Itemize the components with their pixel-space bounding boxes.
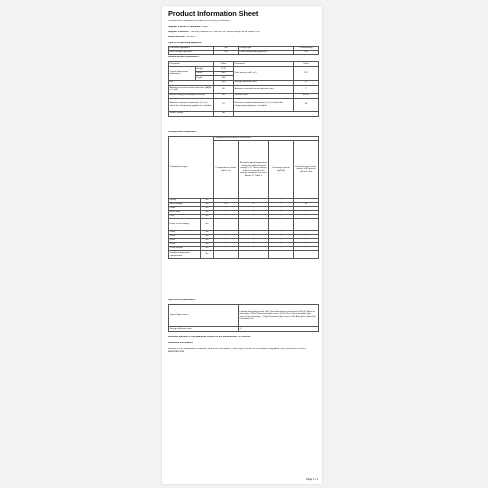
cell: - [269,203,294,207]
header-cell: Parameter [234,62,294,67]
page-number: Page 1 / 1 [306,478,318,481]
cell: - [294,207,319,211]
column-header: Defrosting type (auto-defrost = A, manual defrost = M) [294,141,319,199]
compartment-name: Cellar [169,207,201,211]
cell: - [239,251,269,259]
cell: Energy efficiency class [234,80,294,85]
cell: - [239,215,269,219]
table-row [169,98,319,111]
group-header: Compartment parameters and values [214,137,319,141]
cell: Energy efficiency class [169,327,239,332]
cell: 38 [294,98,319,111]
cell: 600 [214,71,234,76]
regulation-reference: COMMISSION DELEGATED REGULATION (EU) 2019/2016 [168,20,230,22]
cell: - [294,235,319,239]
cell: No [201,219,214,231]
cell: - [294,231,319,235]
cell: 10 [214,98,234,111]
cell: Climate class: [234,93,294,98]
cell: No [201,239,214,243]
cell: A [294,203,319,207]
cell: - [214,251,239,259]
cell: - [269,207,294,211]
appliance-type-heading: Type of refrigerating appliance: [168,42,203,44]
compartment-name: Variable temperature compartment [169,251,201,259]
cell: 187 [214,203,239,207]
cell: - [294,247,319,251]
cell: Other refrigerating appliance [239,51,294,55]
compartment-name: 2-star [169,235,201,239]
table-row [169,51,319,55]
cell: No [201,247,214,251]
table-row [169,305,319,327]
cell: No [201,203,214,207]
cell: - [239,211,269,215]
cell: Lighting technology used: LED; Non-directional or directional: NDLS; Mains or non-mains: MLS; Connected light source (CLS): No; Colour-tuneable light source: No; Envelope: -; High luminance light source: No; Anti-glare shield: No; Dimmable: No [239,305,319,327]
cell: No [201,199,214,203]
cell: - [269,199,294,203]
cell: - [294,199,319,203]
cell: - [239,239,269,243]
cell: 12 [239,203,269,207]
cell: EEI [169,80,214,85]
table-row [169,327,319,332]
cell: - [214,199,239,203]
appliance-type-table [168,46,319,55]
cell [234,111,319,116]
model-label: Model identifier: [168,36,186,38]
cell: Maximum ambient temperature (°C), for which the refrigerating appliance is suitable [234,98,294,111]
table-row [169,111,319,116]
cell: No [214,111,234,116]
cell: Design type [239,47,294,51]
cell: No [201,211,214,215]
header-cell: Value [294,62,319,67]
cell: Width [196,71,214,76]
cell: 40 [214,85,234,93]
compartment-name: Chill [169,215,201,219]
cell: No [201,235,214,239]
cell: Airborne acoustical noise emission class [234,85,294,93]
light-source-heading: Light source parameters: [168,299,196,301]
compartment-name: 4-star [169,243,201,247]
manufacturer-weblink: Weblink to the manufacturer's website, where the information in point 4(a) of Annex of Commission Regulation (EU) 2019/2016 is found: www.sharp.com [168,348,307,353]
cell: - [239,207,269,211]
guarantee-line: Minimum duration of the guarantee offered by the manufacturer: 24 months [168,336,251,338]
header-cell: Parameter [169,62,214,67]
cell: - [294,215,319,219]
cell: - [239,199,269,203]
compartment-name: Wine storage [169,203,201,207]
cell: - [294,239,319,243]
compartment-name: Fresh food [169,211,201,215]
cell: Depth [196,76,214,81]
cell: No [214,47,239,51]
cell: 100 [214,80,234,85]
cell: - [239,219,269,231]
cell: - [269,215,294,219]
cell: - [239,231,269,235]
cell: - [239,247,269,251]
compartment-name: 0-star or ice-making [169,219,201,231]
cell: Height [196,67,214,72]
cell: SN-ST [294,93,319,98]
cell: - [269,231,294,235]
supplier-address-line [168,31,318,34]
cell: C [294,85,319,93]
compartment-parameters-table [168,136,319,259]
document-title: Product Information Sheet [168,9,259,18]
cell: Total volume (dm³ or l) [234,67,294,81]
cell: Overall dimensions (millimetre) [169,67,196,81]
cell: 665 [214,76,234,81]
compartment-name: 2-star section [169,247,201,251]
cell: No [214,51,239,55]
cell: Winter setting [169,111,214,116]
cell: - [269,211,294,215]
model-value: SJ5105X [186,36,196,38]
cell: No [201,231,214,235]
cell: Annual energy consumption (kWh/a) [169,93,214,98]
compartment-name: 1-star [169,231,201,235]
cell: Type of light source [169,305,239,327]
table-row [169,85,319,93]
column-header: Recommended temperature setting for optimised food storage (°C) These settings shall not contradict the storage conditions set out in Annex IV, Table 3 [239,141,269,199]
table-row [169,251,319,259]
light-source-table [168,304,319,332]
compartment-type-header: Compartment type [169,137,214,199]
address-label: Supplier's address: [168,31,190,33]
compartment-name: Pantry [169,199,201,203]
cell: - [269,251,294,259]
cell: - [214,243,239,247]
product-information-sheet [162,6,322,484]
header-cell: Value [214,62,234,67]
cell: Freestanding [294,47,319,51]
cell: G [239,327,319,332]
compartment-parameters-heading: Compartment Parameters: [168,131,197,133]
table-row [169,219,319,231]
compartment-name: 3-star [169,239,201,243]
column-header: Freezing capacity (kg/24h) [269,141,294,199]
cell: 1270 [214,67,234,72]
general-parameters-heading: General product parameters: [168,56,200,58]
cell: - [214,215,239,219]
cell: - [214,211,239,215]
trademark-label: Supplier's name or trademark: [168,26,202,28]
cell: 243 [214,93,234,98]
address-value: Thai Ddy Parkesin Ch. 4ntb Ro. 60, 49068 Neuilly, Ile de France, FR [189,31,260,33]
cell: - [214,239,239,243]
cell: No [201,215,214,219]
cell: - [269,235,294,239]
cell: - [294,211,319,215]
cell: No [201,251,214,259]
cell: - [214,207,239,211]
cell: - [269,239,294,243]
cell: - [214,231,239,235]
cell: No [201,243,214,247]
cell: E [294,80,319,85]
column-header: Compartment volume (dm³ or l) [214,141,239,199]
cell: - [269,247,294,251]
additional-info-heading: Additional information: [168,342,194,344]
cell: - [269,243,294,247]
cell: - [294,251,319,259]
cell: - [239,243,269,247]
cell: - [294,219,319,231]
table-row [169,67,319,72]
cell: - [214,235,239,239]
cell: Wine storage appliance [169,51,214,55]
cell: 187 [294,67,319,81]
general-parameters-table [168,61,319,117]
supplier-trademark-line [168,26,318,29]
cell: Yes [294,51,319,55]
cell: - [294,243,319,247]
cell: Airborne acoustical noise emissions (dB(A) re 1 pW) [169,85,214,93]
cell: - [214,219,239,231]
trademark-value: Sharp [201,26,208,28]
cell: Low-noise appliance [169,47,214,51]
model-identifier-line [168,36,318,39]
cell: - [239,235,269,239]
cell: No [201,207,214,211]
cell: - [214,247,239,251]
cell: - [269,219,294,231]
cell: Minimum ambient temperature (°C), for which the refrigerating appliance is suitable [169,98,214,111]
